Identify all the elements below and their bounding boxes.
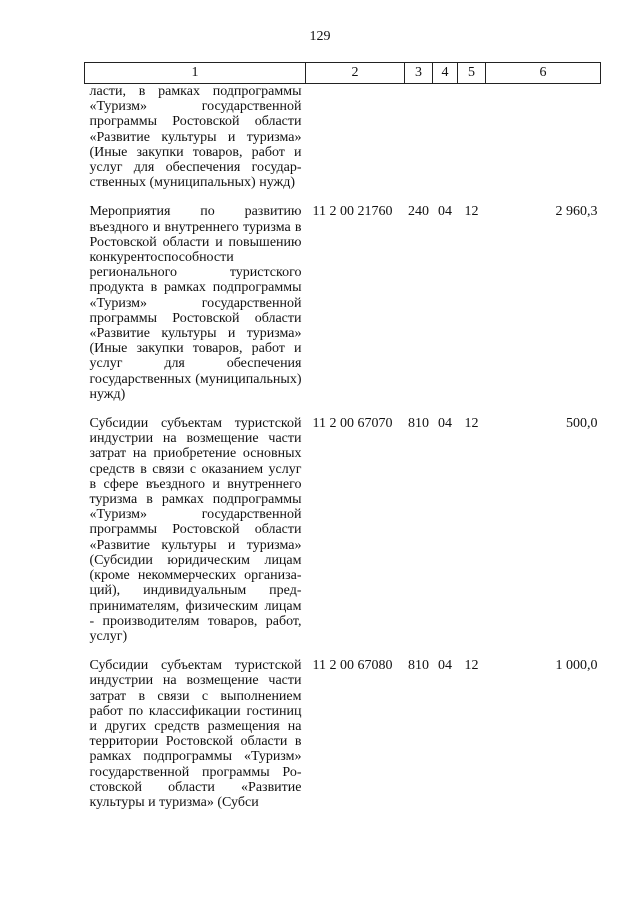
row-description: Мероприятия по развитию въездного и внутреннего туризма в Ростовской области и повышению конкурентоспособности регионального туристского продукта в рамках подпрограммы «Туризм» государственной программы Ростовской области «Развитие культуры и туризма» (Иные закупки товаров, работ и услуг для обеспечения государственных (муниципальных) нужд) (89, 204, 302, 402)
budget-table (84, 62, 601, 822)
row-rz: 04 (438, 204, 452, 220)
table-row (85, 414, 601, 656)
row-rz (433, 84, 458, 203)
row-code (306, 84, 405, 203)
header-cell-6: 6 (486, 63, 601, 84)
row-pr: 12 (464, 416, 479, 432)
row-code: 11 2 00 67080 (312, 658, 393, 674)
row-amount: 2 960,3 (555, 204, 598, 220)
table-row (85, 656, 601, 822)
row-pr: 12 (464, 658, 479, 674)
table-row (85, 202, 601, 414)
row-pr: 12 (464, 204, 479, 220)
row-rz: 04 (438, 658, 452, 674)
row-vr (405, 84, 433, 203)
row-code: 11 2 00 67070 (312, 416, 393, 432)
header-cell-2: 2 (306, 63, 405, 84)
row-vr: 810 (408, 658, 429, 674)
row-amount: 1 000,0 (555, 658, 598, 674)
table-row (85, 84, 601, 203)
row-amount: 500,0 (566, 416, 598, 432)
page-number: 129 (309, 29, 331, 44)
row-vr: 240 (408, 204, 429, 220)
row-amount (486, 84, 601, 203)
header-cell-3: 3 (405, 63, 433, 84)
header-row (85, 63, 601, 84)
row-vr: 810 (408, 416, 429, 432)
row-description: Субсидии субъектам туристской индустрии на возмещение части затрат на приобретение основных средств в связи с оказанием услуг в сфере въездного и внутреннего туризма в рамках подпрограммы «Туризм» государственной программы Ростовской области «Развитие культуры и туризма» (Субсидии юридическим лицам (кроме некоммерческих организаций), индивидуальным предпринимателям, физическим лицам - производителям товаров, работ, услуг) (89, 416, 302, 644)
header-cell-4: 4 (433, 63, 458, 84)
row-description: Субсидии субъектам туристской индустрии на возмещение части затрат в связи с выполнением работ по классификации гостиниц и других средств размещения на территории Ростовской области в рамках подпрограммы «Туризм» государственной программы Ростовской области «Развитие культуры и туризма» (Субси (89, 658, 302, 810)
row-description: ласти, в рамках подпрограммы «Туризм» государственной программы Ростовской области «Развитие культуры и туризма» (Иные закупки товаров, работ и услуг для обеспечения государственных (муниципальных) нужд) (89, 84, 302, 191)
row-pr (458, 84, 486, 203)
row-code: 11 2 00 21760 (312, 204, 393, 220)
header-cell-1: 1 (85, 63, 306, 84)
header-cell-5: 5 (458, 63, 486, 84)
row-rz: 04 (438, 416, 452, 432)
